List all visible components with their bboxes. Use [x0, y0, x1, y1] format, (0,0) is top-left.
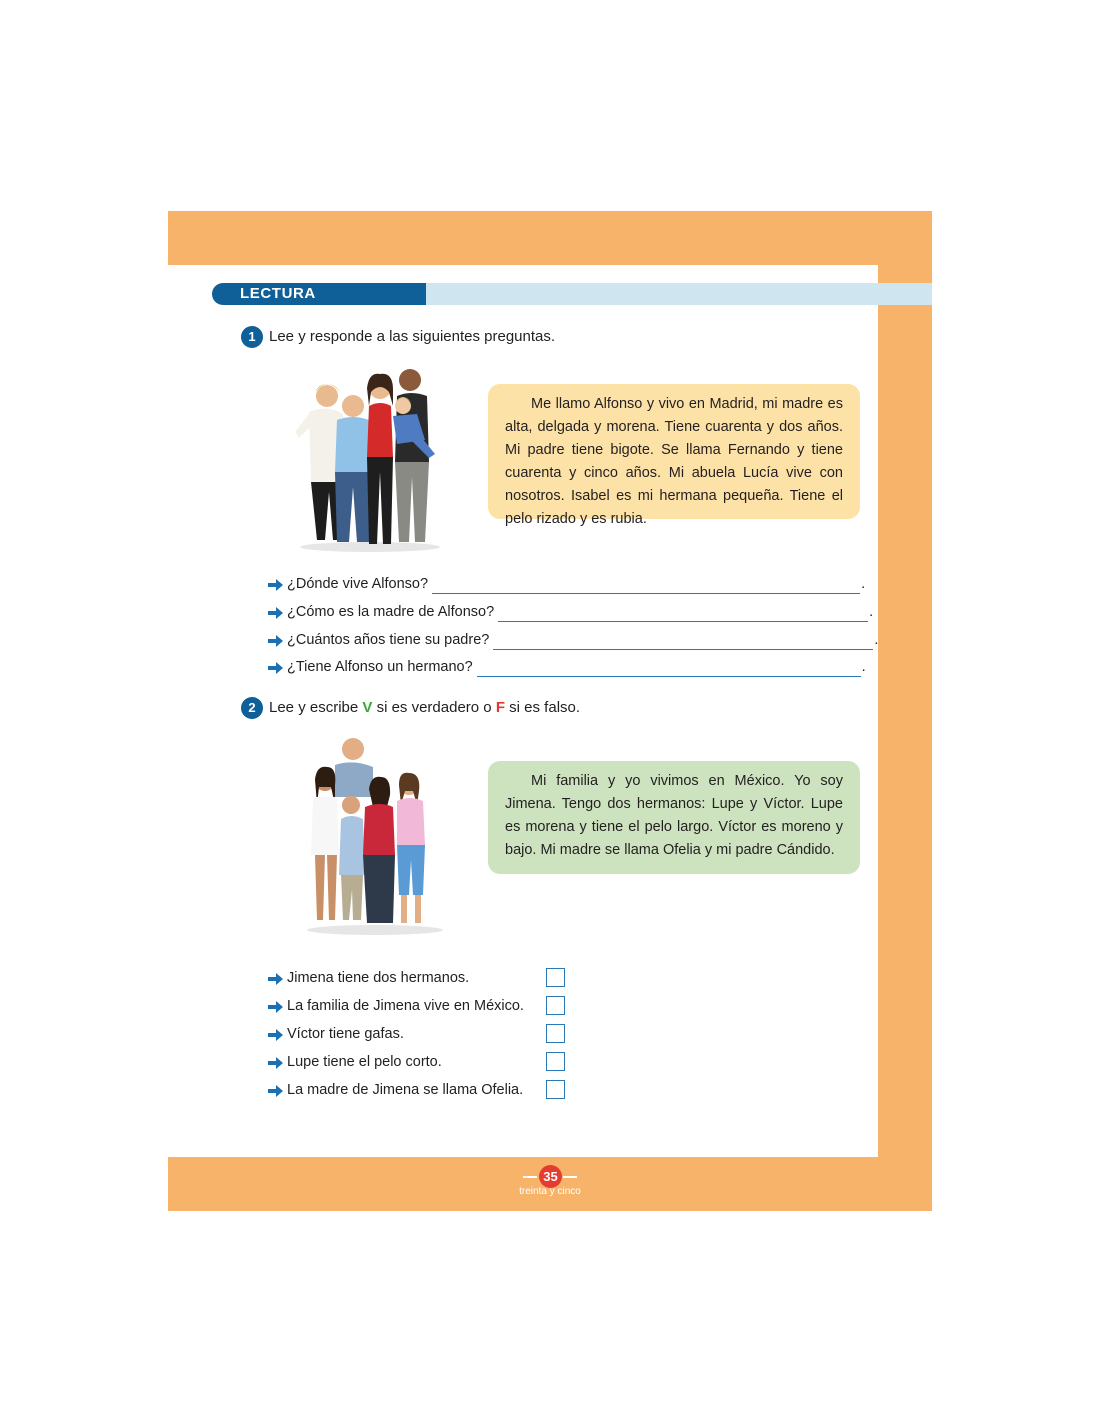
- instruction-part: si es verdadero o: [376, 699, 492, 716]
- family-photo-alfonso: [285, 362, 455, 552]
- page-number: 35: [539, 1165, 562, 1188]
- statement-row: [268, 968, 469, 988]
- statement-row: [268, 1052, 442, 1072]
- question-row: [268, 630, 878, 650]
- statement-text: La madre de Jimena se llama Ofelia.: [287, 1082, 524, 1098]
- arrow-right-icon: [268, 1029, 283, 1041]
- statement-text: Jimena tiene dos hermanos.: [287, 970, 470, 986]
- question-text: ¿Tiene Alfonso un hermano?: [287, 659, 473, 675]
- exercise-1-number: 1: [241, 326, 263, 348]
- question-text: ¿Dónde vive Alfonso?: [287, 576, 429, 592]
- answer-checkbox[interactable]: [546, 996, 565, 1015]
- answer-line[interactable]: [432, 578, 860, 594]
- answer-checkbox[interactable]: [546, 1052, 565, 1071]
- question-row: [268, 657, 866, 677]
- answer-end-mark: .: [874, 632, 879, 648]
- page-number-words: treinta y cinco: [519, 1186, 581, 1197]
- question-text: ¿Cuántos años tiene su padre?: [287, 632, 490, 648]
- instruction-part: Lee y escribe: [269, 699, 359, 716]
- answer-line[interactable]: [498, 606, 868, 622]
- statement-text: Víctor tiene gafas.: [287, 1026, 404, 1042]
- statement-row: [268, 996, 524, 1016]
- answer-end-mark: .: [861, 659, 866, 675]
- statement-text: La familia de Jimena vive en México.: [287, 998, 524, 1014]
- statement-row: [268, 1024, 404, 1044]
- question-row: [268, 574, 865, 594]
- exercise-2-instruction: [269, 698, 580, 718]
- reading-text-alfonso: [488, 384, 860, 527]
- reading-text-jimena: [488, 761, 860, 874]
- answer-end-mark: .: [869, 604, 874, 620]
- reading-text-alfonso-body: Me llamo Alfonso y vivo en Madrid, mi madre es alta, delgada y morena. Tiene cuarenta y dos años. Mi padre tiene bigote. Se llama Fernando y tiene cuarenta y cinco años. Mi abuela Lucía vive con nosotros. Isabel es mi hermana pequeña. Tiene el pelo rizado y es rubia.: [505, 396, 843, 527]
- arrow-right-icon: [268, 662, 283, 674]
- answer-line[interactable]: [493, 634, 873, 650]
- arrow-right-icon: [268, 1057, 283, 1069]
- question-text: ¿Cómo es la madre de Alfonso?: [287, 604, 495, 620]
- answer-end-mark: .: [861, 576, 866, 592]
- exercise-1-instruction: Lee y responde a las siguientes preguntas.: [269, 328, 556, 345]
- statement-row: [268, 1080, 523, 1100]
- exercise-2-number: 2: [241, 697, 263, 719]
- instruction-part: si es falso.: [509, 699, 581, 716]
- arrow-right-icon: [268, 579, 283, 591]
- answer-checkbox[interactable]: [546, 1024, 565, 1043]
- true-letter: V: [362, 699, 373, 716]
- arrow-right-icon: [268, 973, 283, 985]
- answer-checkbox[interactable]: [546, 1080, 565, 1099]
- question-row: [268, 602, 873, 622]
- answer-checkbox[interactable]: [546, 968, 565, 987]
- arrow-right-icon: [268, 635, 283, 647]
- answer-line[interactable]: [477, 661, 861, 677]
- arrow-right-icon: [268, 1085, 283, 1097]
- section-header-bar-light: [426, 283, 932, 305]
- arrow-right-icon: [268, 1001, 283, 1013]
- arrow-right-icon: [268, 607, 283, 619]
- footer-dash-left: [523, 1176, 537, 1178]
- statement-text: Lupe tiene el pelo corto.: [287, 1054, 442, 1070]
- section-title: LECTURA: [240, 285, 316, 302]
- family-photo-jimena: [295, 735, 455, 935]
- footer-dash-right: [563, 1176, 577, 1178]
- reading-text-jimena-body: Mi familia y yo vivimos en México. Yo soy Jimena. Tengo dos hermanos: Lupe y Víctor. Lupe es morena y tiene el pelo largo. Víctor es moreno y bajo. Mi madre se llama Ofelia y mi padre Cándido.: [505, 773, 843, 858]
- false-letter: F: [495, 699, 505, 716]
